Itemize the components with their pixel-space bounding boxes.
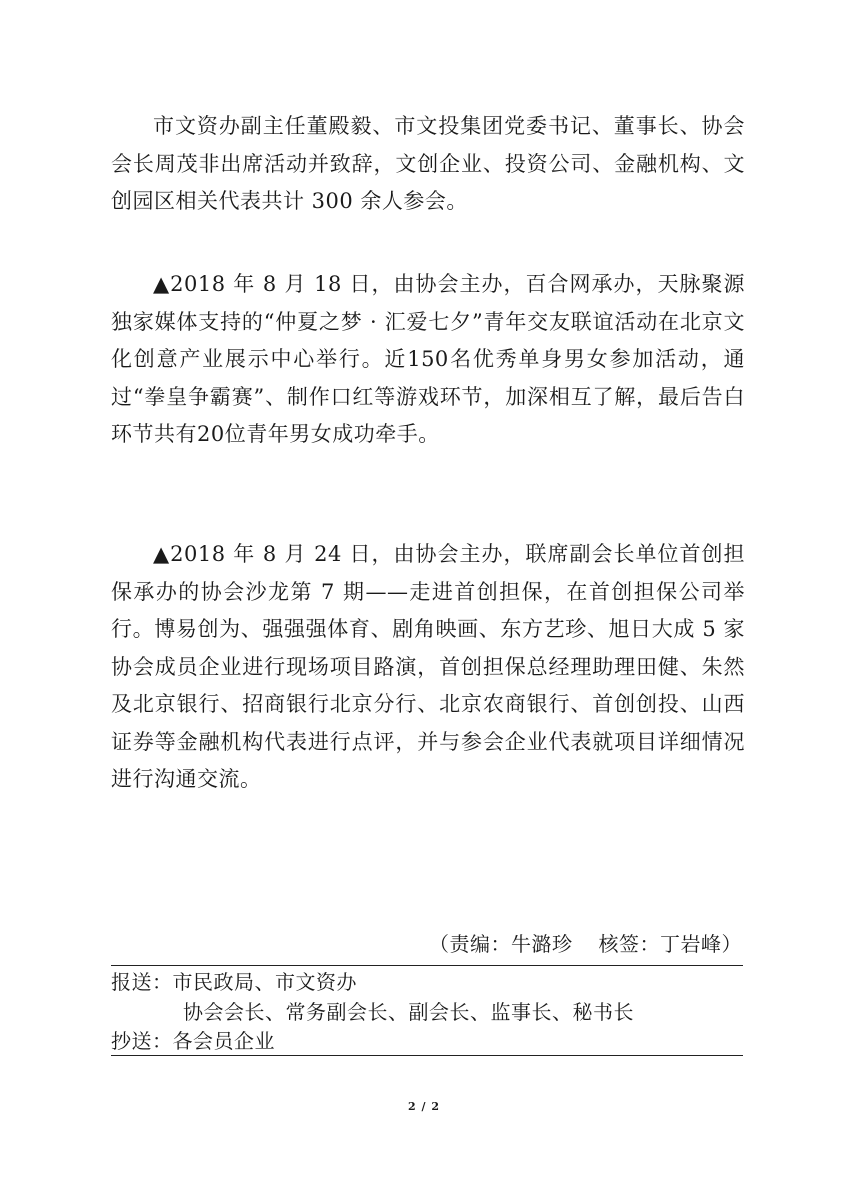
checker-label: 核签： xyxy=(598,932,660,956)
editor-credit-line xyxy=(429,928,742,960)
distribution-report-line xyxy=(111,967,357,997)
distribution-cc-line xyxy=(111,1026,275,1056)
cc-label: 抄送： xyxy=(111,1029,173,1053)
body-paragraph-2: ▲2018 年 8 月 18 日，由协会主办，百合网承办，天脉聚源独家媒体支持的“仲夏之梦 · 汇爱七夕”青年交友联谊活动在北京文化创意产业展示中心举行。近150名优秀单身男女参加活动，通过“拳皇争霸赛”、制作口红等游戏环节，加深相互了解，最后告白环节共有20位青年男女成功牵手。 xyxy=(111,272,745,446)
body-paragraph-1: 市文资办副主任董殿毅、市文投集团党委书记、董事长、协会会长周茂非出席活动并致辞，文创企业、投资公司、金融机构、文创园区相关代表共计 300 余人参会。 xyxy=(111,114,745,213)
distribution-top-rule xyxy=(111,965,743,966)
editor-open-paren: （ xyxy=(429,932,450,956)
distribution-bottom-rule xyxy=(111,1055,743,1056)
editor-label: 责编： xyxy=(449,932,511,956)
report-recipients-1: 市民政局、市文资办 xyxy=(172,970,357,994)
page-number: 2 / 2 xyxy=(408,1100,440,1113)
body-paragraph-3: ▲2018 年 8 月 24 日，由协会主办，联席副会长单位首创担保承办的协会沙龙第 7 期——走进首创担保，在首创担保公司举行。博易创为、强强强体育、剧角映画、东方艺珍、旭日大成 5 家协会成员企业进行现场项目路演，首创担保总经理助理田健、朱然及北京银行、招商银行北京分行、北京农商银行、首创创投、山西证券等金融机构代表进行点评，并与参会企业代表就项目详细情况进行沟通交流。 xyxy=(111,542,745,791)
editor-close-paren: ） xyxy=(721,932,742,956)
report-label: 报送： xyxy=(111,970,173,994)
cc-recipients: 各会员企业 xyxy=(172,1029,275,1053)
report-recipients-2: 协会会长、常务副会长、副会长、监事长、秘书长 xyxy=(183,1000,634,1024)
distribution-report-line-2 xyxy=(183,997,634,1027)
checker-name: 丁岩峰 xyxy=(660,932,722,956)
editor-name: 牛潞珍 xyxy=(511,932,573,956)
